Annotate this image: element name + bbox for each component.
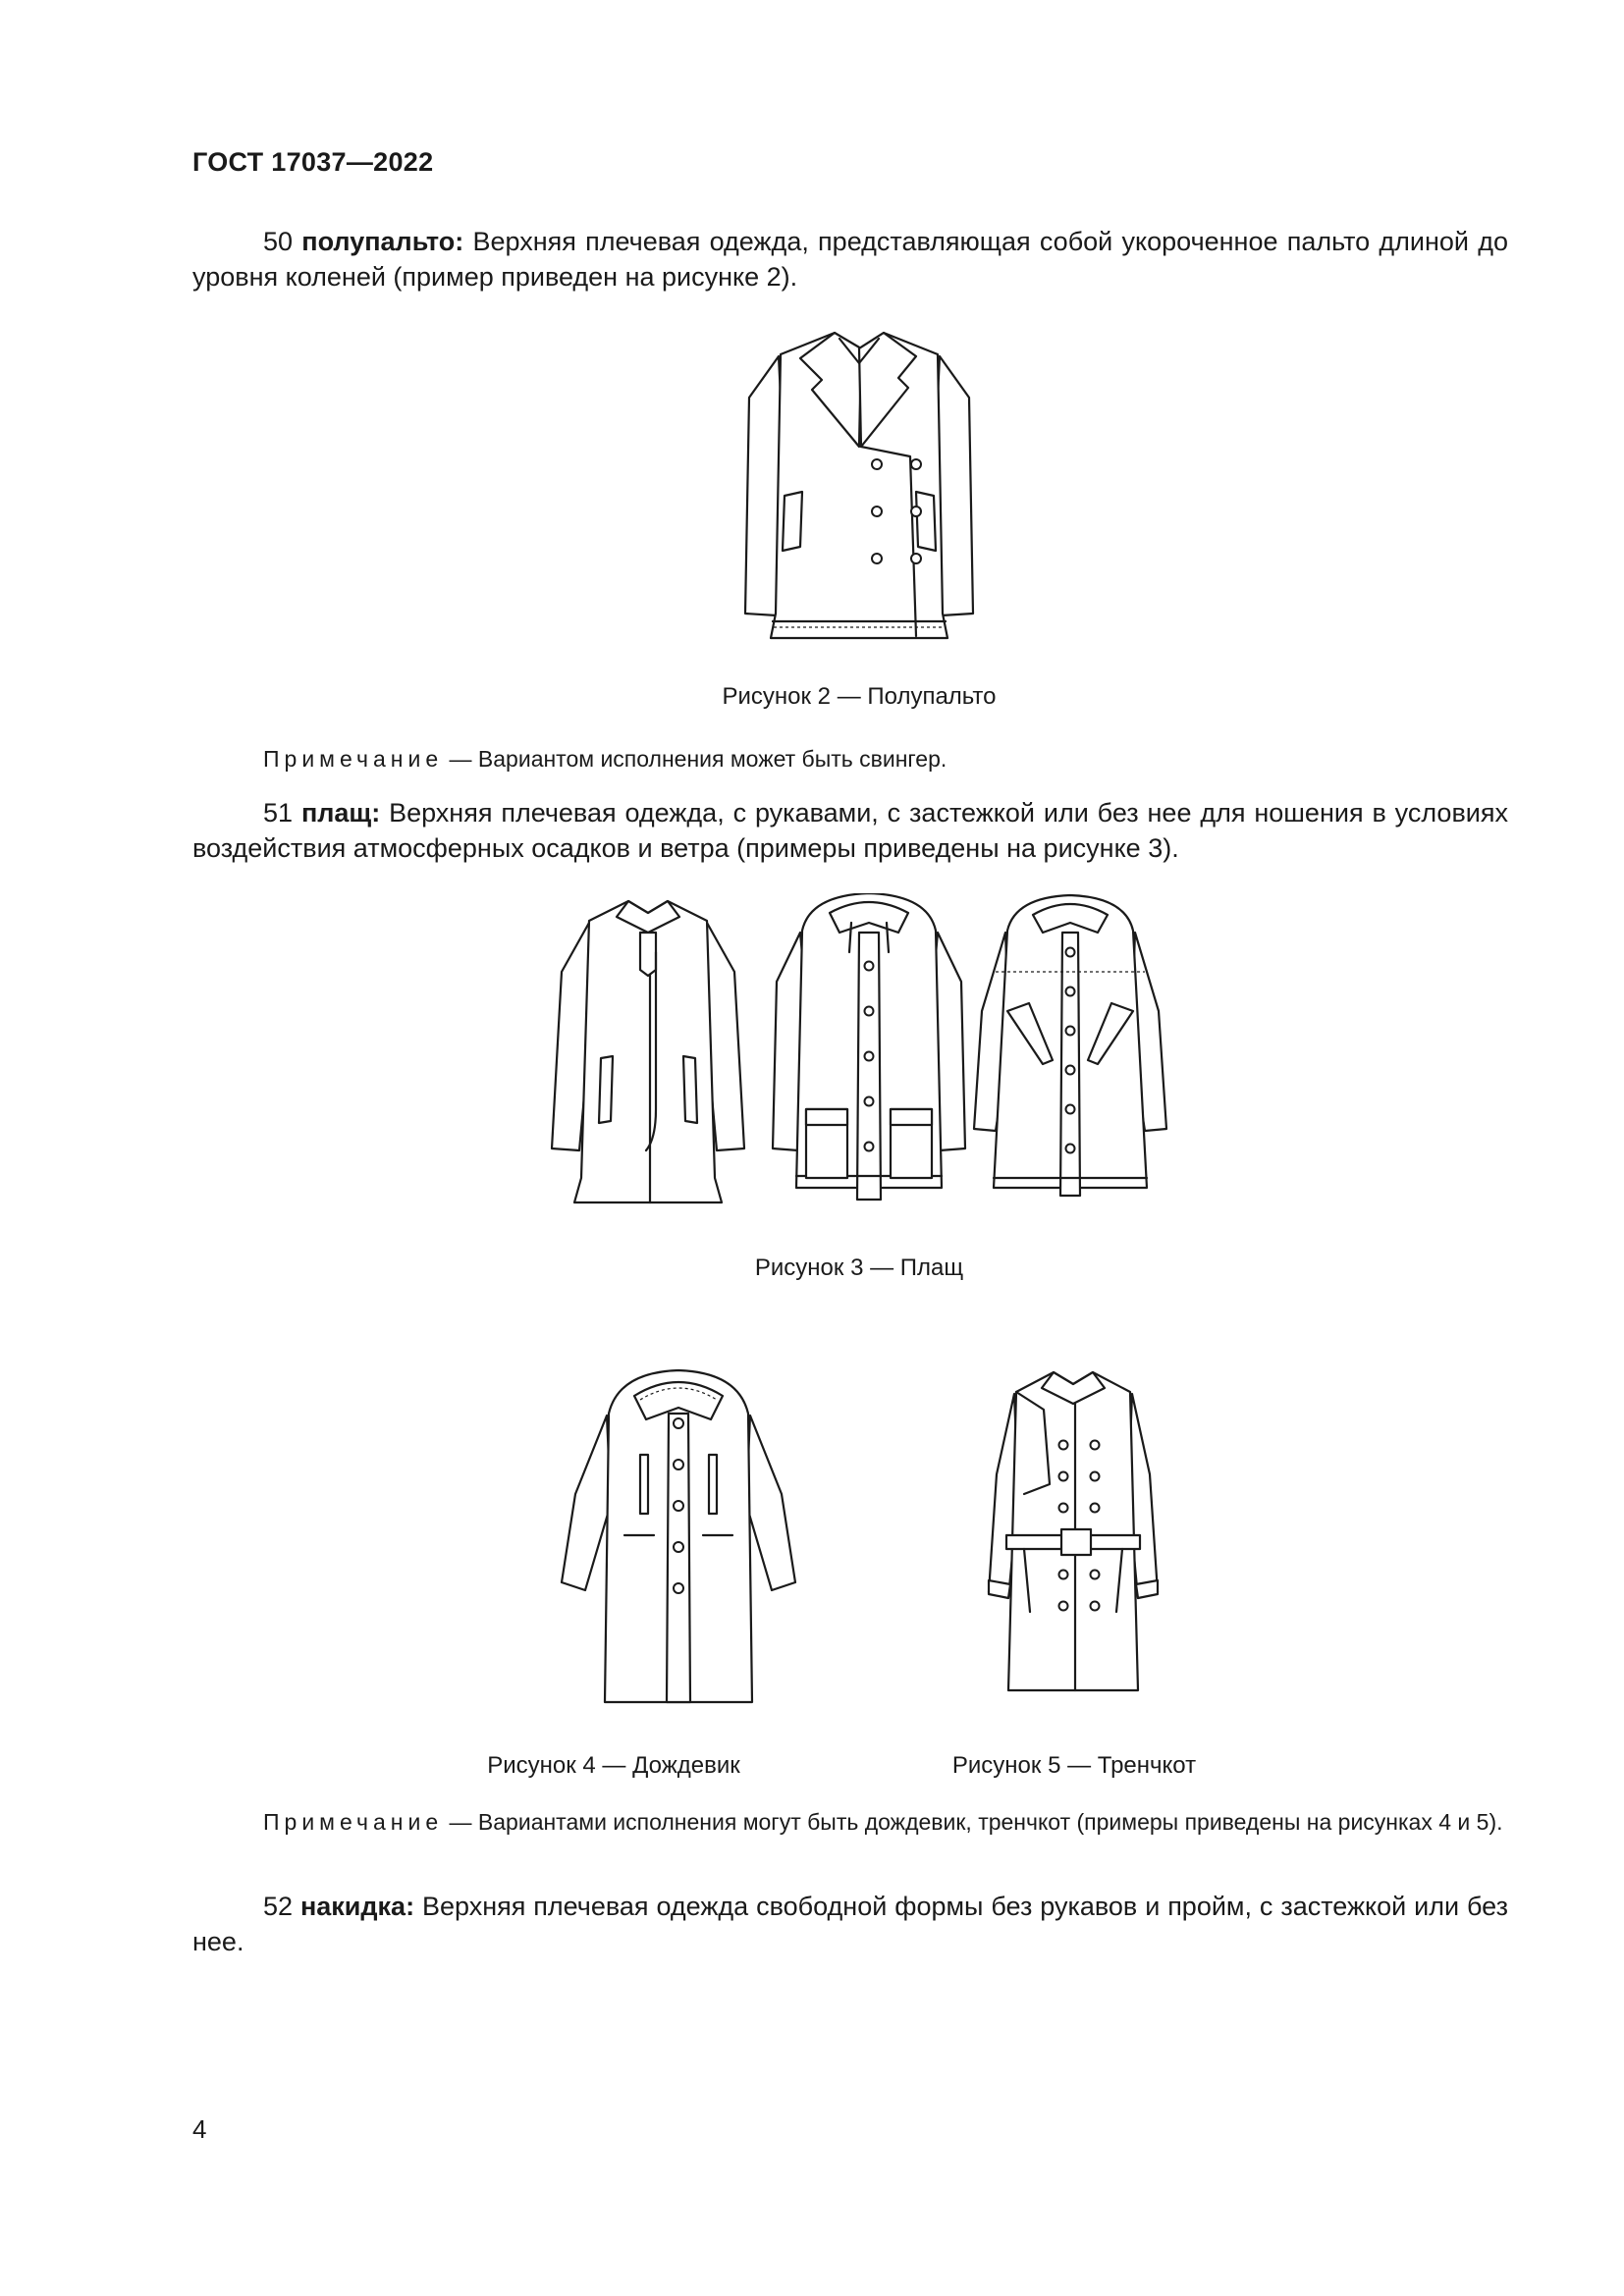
half-coat-drawing-icon <box>741 319 977 648</box>
term-definition: Верхняя плечевая одежда, представляющая собой укороченное пальто длиной до уровня коленей (пример приведен на рисунке 2). <box>192 227 1508 292</box>
term-title: полупальто: <box>301 227 464 256</box>
term-definition: Верхняя плечевая одежда, с рукавами, с застежкой или без нее для ношения в условиях воздействия атмосферных осадков и ветра (примеры приведены на рисунке 3). <box>192 798 1508 863</box>
raincoat-drawing-3-icon <box>974 895 1166 1196</box>
term-title: плащ: <box>300 798 381 828</box>
note-text: — Вариантами исполнения могут быть дождевик, тренчкот (примеры приведены на рисунках 4 и 5). <box>443 1809 1503 1835</box>
figure-4-rain-jacket <box>556 1366 801 1710</box>
figure-4-caption: Рисунок 4 — Дождевик <box>487 1752 740 1779</box>
figure-2-caption: Рисунок 2 — Полупальто <box>722 683 997 710</box>
figure-2-half-coat <box>741 319 977 648</box>
term-51-paragraph <box>192 795 1508 866</box>
figure-5-trench-coat <box>985 1366 1162 1710</box>
term-number: 52 <box>263 1892 294 1921</box>
term-50-paragraph <box>192 224 1508 294</box>
note-label: Примечание <box>263 746 444 772</box>
term-number: 51 <box>263 798 294 828</box>
term-definition: Верхняя плечевая одежда свободной формы без рукавов и пройм, с застежкой или без нее. <box>192 1892 1508 1956</box>
document-code: ГОСТ 17037—2022 <box>192 147 434 177</box>
trench-coat-drawing-icon <box>985 1366 1162 1710</box>
note-1 <box>192 743 1508 774</box>
term-title: накидка: <box>299 1892 415 1921</box>
figure-3-caption: Рисунок 3 — Плащ <box>754 1255 964 1281</box>
rain-jacket-drawing-icon <box>556 1366 801 1710</box>
page-number: 4 <box>192 2114 207 2144</box>
raincoat-drawing-1-icon <box>552 901 744 1202</box>
term-52-paragraph <box>192 1889 1508 1959</box>
figure-3-raincoats <box>550 893 1168 1217</box>
note-2 <box>192 1806 1508 1838</box>
term-number: 50 <box>263 227 294 256</box>
figure-5-caption: Рисунок 5 — Тренчкот <box>951 1752 1197 1779</box>
note-label: Примечание <box>263 1809 444 1835</box>
raincoat-drawing-2-icon <box>773 893 965 1200</box>
note-text: — Вариантом исполнения может быть свингер. <box>443 746 947 772</box>
